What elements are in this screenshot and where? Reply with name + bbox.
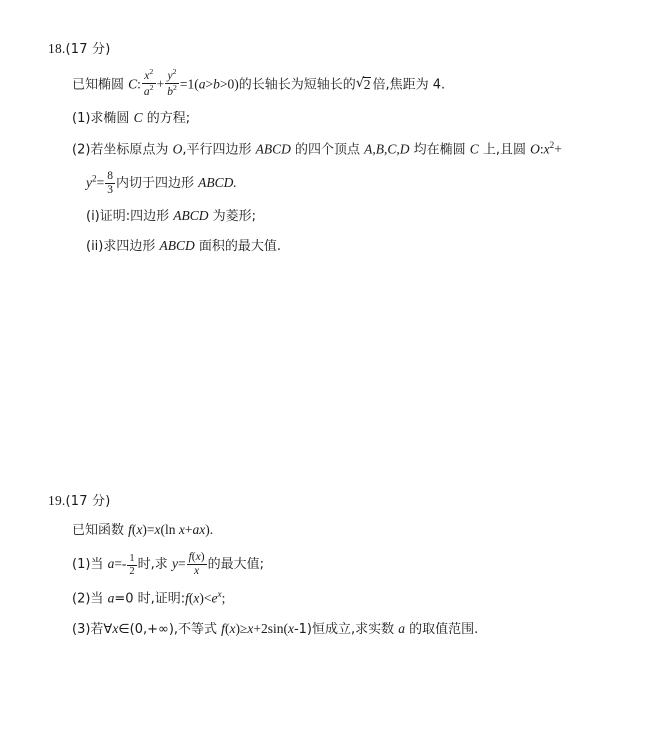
- problem-19-number: 19.: [48, 493, 66, 508]
- problem-18-body: [72, 68, 648, 258]
- problem-19-points: (17 分): [65, 494, 111, 509]
- problem-19-given: 已知函数 f(x)=x(ln x+ax).: [72, 522, 214, 538]
- problem-18: [48, 38, 648, 267]
- fraction-x2-a2: $\frac{x^2}{a^2}$: [143, 67, 154, 98]
- problem-18-number: 18.: [48, 41, 66, 56]
- problem-18-header: [48, 38, 648, 57]
- problem-18-part2-line1: (2)若坐标原点为 O,平行四边形 ABCD 的四个顶点 A,B,C,D 均在椭圆 C 上,且圆 $O:x^2+$: [72, 139, 562, 158]
- problem-18-given: 已知椭圆 C: $\frac{x^2}{a^2}$ + $\frac{y^2}{b^2}$ =1(a>b>0)的长轴长为短轴长的 √ 2 倍,焦距为 4.: [72, 68, 648, 99]
- problem-19-body: [72, 520, 648, 640]
- problem-19: [48, 490, 648, 649]
- problem-18-points: (17 分): [65, 42, 111, 57]
- problem-19-part1: (1)当 a=- $\frac{1}{2}$ 时,求 y= $\frac{f(x)}{x}$ 的最大值;: [72, 551, 264, 578]
- problem-19-part3: (3)若∀x∈(0,+∞),不等式 f(x)≥x+2sin(x-1)恒成立,求实数 a 的取值范围.: [72, 620, 479, 637]
- problem-18-part2-line2: $y^2=$ $\frac{8}{3}$ 内切于四边形 ABCD.: [86, 170, 237, 197]
- fraction-y2-b2: $\frac{y^2}{b^2}$: [167, 67, 177, 98]
- fraction-fx-x: $\frac{f(x)}{x}$: [188, 551, 205, 578]
- fraction-1-2: $\frac{1}{2}$: [129, 552, 135, 577]
- problem-18-part1: (1)求椭圆 C 的方程;: [72, 109, 191, 126]
- problem-18-part2-ii: (ii)求四边形 ABCD 面积的最大值.: [86, 238, 282, 255]
- problem-19-part2: (2)当 a=0 时,证明$:f(x)<e^x$;: [72, 589, 226, 607]
- problem-19-header: [48, 490, 648, 509]
- sqrt-2: √ 2: [356, 71, 373, 98]
- problem-18-part2-i: (i)证明:四边形 ABCD 为菱形;: [86, 208, 257, 225]
- fraction-8-3: $\frac{8}{3}$: [107, 170, 113, 197]
